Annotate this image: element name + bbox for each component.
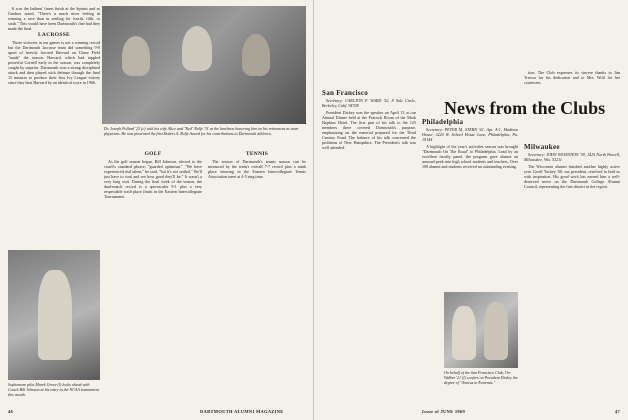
issue-date: Issue of JUNE 1969 bbox=[422, 409, 466, 414]
golf-photo-caption: Sophomore pilot Marek Grove (l) looks ahead with Coach Bill Johnson at his entry in the NCAA tournament this month. bbox=[8, 382, 100, 397]
club-photo bbox=[444, 292, 518, 368]
right-page bbox=[314, 0, 628, 420]
club-photo-caption: On behalf of the San Francisco Club, Orr Walker '21 (l) confers on President Dickey the degree of "Amicus in Extremis." bbox=[444, 370, 518, 385]
right-column-3 bbox=[524, 70, 620, 220]
philadelphia-heading: Philadelphia bbox=[422, 118, 464, 126]
golfer-figure bbox=[38, 270, 72, 360]
milwaukee-heading: Milwaukee bbox=[524, 143, 560, 151]
intro-paragraph: It was the Indians' finest finish at the Sprints and as Gardner noted, "There's a much nicer feeling in winning a race than in settling for fourth, fifth, or sixth." This would have been Dartmouth's fine had they made the final. bbox=[8, 6, 100, 31]
person-figure bbox=[484, 302, 508, 360]
sanfrancisco-heading: San Francisco bbox=[322, 89, 369, 97]
golf-photo bbox=[8, 250, 100, 380]
right-column-paragraph: tion. The Club expresses its sincere thanks to Jim Tressor for his dedication and to Mrs. Wolf for her courtesies. bbox=[524, 70, 620, 85]
lacrosse-paragraph: Those victories in ten games is not a winning record but the Dartmouth lacrosse team did something 9-0 upset of heavily favored Harvard on Chase Field "made" the season. Harvard, which had toppled powerful Cornell early in the season, was completely caught by surprise. Dartmouth won a strong disciplined attack and then played stick defense through the final 15 minutes to produce their first Ivy League victory since they beat Harvard by an identical score in 1966. bbox=[8, 40, 100, 85]
tennis-heading: TENNIS bbox=[245, 151, 269, 157]
right-column-1 bbox=[322, 88, 416, 388]
person-figure bbox=[122, 36, 150, 76]
right-page-number: 47 bbox=[614, 409, 620, 414]
section-masthead: News from the Clubs bbox=[444, 98, 606, 118]
lacrosse-heading: LACROSSE bbox=[37, 32, 71, 38]
milwaukee-byline: Secretary: JOHN WEINSTEIN '59, 3425 North Howell, Milwaukee, Wis. 53211 bbox=[524, 152, 620, 162]
luncheon-photo bbox=[102, 6, 306, 124]
golf-paragraph: As the golf season began, Bill Johnson, elected to the coach's standard phrase, "guarded optimism." "We have experienced real talent," he said, "but it's not settled." We'll just have to wait and see how good they'll be." It wasn't a very long wait. During the final week of the season, the dual-match record is a spectacular 9-1 plus a very respectable sixth place finish in the Eastern Intercollegiate Tournament. bbox=[104, 159, 202, 199]
left-column-3 bbox=[208, 150, 306, 396]
person-figure bbox=[452, 306, 476, 360]
left-page-number: 46 bbox=[8, 409, 14, 414]
philadelphia-byline: Secretary: PETER M. STERN '61, Apt. A-1, Madison House, 3220 W. School House Lane, Philadelphia, Pa. 19144 bbox=[422, 127, 518, 142]
philadelphia-paragraph: A highlight of the year's activities season was brought "Dartmouth On The Road" to Philadelphia. Lead by an excellent faculty panel, the program gave alumni an unusual peek into high school students and teachers. Over 100 alumni and students received an outstanding evening. bbox=[422, 144, 518, 169]
sanfrancisco-byline: Secretary: CARLTON F. WARD '52, 8 Yale Circle, Berkeley, Calif. 94708 bbox=[322, 98, 416, 108]
person-figure bbox=[242, 34, 270, 76]
person-figure bbox=[182, 26, 212, 71]
left-column-2 bbox=[104, 150, 202, 396]
sanfrancisco-paragraph: President Dickey was the speaker on April 13 at our Annual Dinner held at the Peacock Room of the Mark Hopkins Hotel. The first part of his talk to the 125 members there covered Dartmouth's purpose, emphasizing on the material prepared for the Third Century Fund. The balance of his talk concerned the problems of New Hampshire. The President's talk was well attended. bbox=[322, 110, 416, 150]
golf-heading: GOLF bbox=[144, 151, 162, 157]
luncheon-caption: Dr. Joseph Pollard '23 (c) with his wife Alice and "Red" Rolfe '31 at the luncheon honoring him on his retirement as team physician. He was presented the first Robert A. Rolfe Award for his contributions to Dartmouth athletics. bbox=[104, 126, 299, 136]
tennis-paragraph: The season of Dartmouth's tennis season can be measured by the team's overall 7-7 record plus a ninth place showing in the Eastern Intercollegiate Tennis Association meet at 4-5 ring time. bbox=[208, 159, 306, 179]
milwaukee-paragraph: The Wisconsin alumni finished another highly active year. Geoff Yackey '60, our president, resolved to lead us with inspiration. His good work has earned him a well-deserved nerve on the Dartmouth College Alumni Council, representing the fine district in the region. bbox=[524, 164, 620, 189]
left-magazine-name: DARTMOUTH ALUMNI MAGAZINE bbox=[200, 409, 284, 414]
